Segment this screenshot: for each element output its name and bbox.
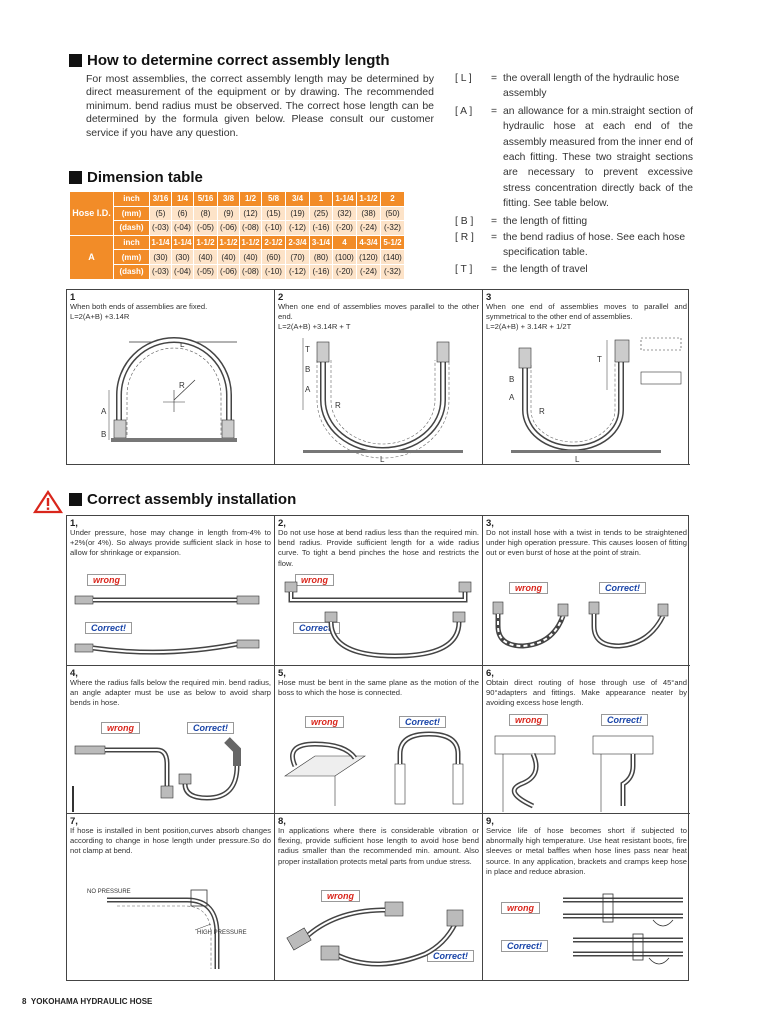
dimension-cell: (30) (172, 250, 194, 265)
dimension-cell: 1-1/4 (150, 235, 172, 250)
dimension-cell: (-12) (286, 221, 310, 236)
install-cell-1: 1, Under pressure, hose may change in length from-4% to +2%(or 4%). So always provide sufficient slack in hose to allow for shrinkage or expansion. wrong Correct! (67, 516, 275, 666)
page-footer (22, 997, 152, 1006)
svg-text:T: T (597, 355, 602, 364)
a-label: A (70, 235, 114, 279)
symmetric-motion-diagram (483, 290, 690, 465)
section-heading-installation: Correct assembly installation (69, 491, 296, 508)
correct-label: Correct! (601, 714, 648, 726)
svg-text:L: L (380, 455, 385, 464)
dimension-cell: 1-1/4 (172, 235, 194, 250)
dimension-cell: (-16) (310, 221, 333, 236)
definition-t: [ T ] = the length of travel (455, 263, 588, 275)
dimension-cell: (8) (194, 206, 218, 221)
same-plane-illustration (275, 666, 483, 814)
wrong-label: wrong (321, 890, 360, 902)
bend-radius-illustration (275, 516, 483, 666)
svg-text:T: T (305, 345, 310, 354)
heat-protection-illustration (483, 814, 690, 981)
correct-label: Correct! (501, 940, 548, 952)
svg-text:A: A (509, 393, 515, 402)
dimension-cell: (-20) (333, 221, 357, 236)
dimension-row (70, 221, 405, 236)
svg-text:R: R (335, 401, 341, 410)
correct-label: Correct! (599, 582, 646, 594)
wrong-label: wrong (305, 716, 344, 728)
installation-grid (66, 515, 689, 981)
formula-cell-1: 1 When both ends of assemblies are fixed. L=2(A+B) +3.14R L R A B (67, 290, 275, 465)
dimension-cell: 1-1/2 (357, 192, 381, 207)
dimension-cell: (30) (150, 250, 172, 265)
correct-label: Correct! (293, 622, 340, 634)
unit-label: (dash) (114, 221, 150, 236)
dimension-cell: (100) (333, 250, 357, 265)
formula-cell-2: 2 When one end of assemblies moves parallel to the other end. L=2(A+B) +3.14R + T T B A R L (275, 290, 483, 465)
square-bullet-icon (69, 171, 82, 184)
definition-a: [ A ] = an allowance for a min.straight section of hydraulic hose at each end of the assembly measured from the inner end of each fitting. These two straight sections are necessary to prevent excessive stress concentration directly back of the fitting. See table below. (455, 105, 694, 210)
install-cell-2: 2, Do not use hose at bend radius less than the required min. bend radius. Provide sufficient length for a wide radius curve. To tight a bend pinches the hose and restricts the flow. wrong Correct! (275, 516, 483, 666)
install-cell-9: 9, Service life of hose becomes short if subjected to abnormally high temperature. Use heat resistant boots, fire sleeves or metal baffles when hose lines pass near heat source. In any application, brackets and cramps keep hose in place and reduce abrasion. wrong Correct! (483, 814, 690, 981)
page-number: 8 (22, 997, 27, 1006)
formula-cell-3: 3 When one end of assemblies moves to parallel and symmetrical to the other end of assemblies. L=2(A+B) + 3.14R + 1/2T T B A R L (483, 290, 690, 465)
dimension-cell: (-10) (262, 221, 286, 236)
dimension-cell: 2-1/2 (262, 235, 286, 250)
dimension-cell: 5-1/2 (381, 235, 405, 250)
svg-text:A: A (101, 407, 107, 416)
wrong-label: wrong (295, 574, 334, 586)
dimension-cell: (-04) (172, 264, 194, 279)
intro-paragraph: For most assemblies, the correct assembly length may be determined by direct measurement of the equipment or by drawing. The recommended minimum. bend radius must be observed. The correct hose length can be determined by the formula given below. Please consult our customer service if you have any question. (86, 73, 434, 139)
dimension-cell: 1-1/2 (194, 235, 218, 250)
dimension-cell: (70) (286, 250, 310, 265)
dimension-cell: 3/4 (286, 192, 310, 207)
dimension-row (70, 264, 405, 279)
section-heading-dimension-table: Dimension table (69, 169, 203, 186)
svg-text:A: A (305, 385, 311, 394)
formula-grid (66, 289, 689, 465)
dimension-row (70, 235, 405, 250)
fixed-ends-diagram (67, 290, 275, 465)
dimension-cell: (12) (240, 206, 262, 221)
svg-text:R: R (539, 407, 545, 416)
dimension-cell: (40) (194, 250, 218, 265)
dimension-cell: (140) (381, 250, 405, 265)
vibration-illustration (275, 814, 483, 981)
dimension-cell: 4 (333, 235, 357, 250)
wrong-label: wrong (501, 902, 540, 914)
angle-adapter-illustration (67, 666, 275, 814)
wrong-label: wrong (509, 714, 548, 726)
definition-l: [ L ] = the overall length of the hydraulic hose assembly (455, 73, 680, 100)
install-cell-4: 4, Where the radius falls below the required min. bend radius, an angle adapter must be use as below to avoid sharp bends in hose. wrong Correct! (67, 666, 275, 814)
footer-brand: YOKOHAMA HYDRAULIC HOSE (30, 997, 153, 1006)
dimension-cell: (9) (218, 206, 240, 221)
svg-text:R: R (179, 381, 185, 390)
dimension-table (69, 191, 405, 280)
section-heading-assembly-length: How to determine correct assembly length (69, 52, 390, 69)
install-cell-5: 5, Hose must be bent in the same plane as the motion of the boss to which the hose is connected. wrong Correct! (275, 666, 483, 814)
dimension-cell: (-03) (150, 221, 172, 236)
dimension-cell: (15) (262, 206, 286, 221)
slack-hose-illustration (67, 516, 275, 666)
dimension-cell: 3-1/4 (310, 235, 333, 250)
svg-text:NO PRESSURE: NO PRESSURE (87, 889, 131, 895)
dimension-cell: 1-1/2 (218, 235, 240, 250)
dimension-row (70, 206, 405, 221)
dimension-cell: (6) (172, 206, 194, 221)
dimension-cell: (-05) (194, 264, 218, 279)
twist-illustration (483, 516, 690, 666)
unit-label: inch (114, 235, 150, 250)
correct-label: Correct! (187, 722, 234, 734)
dimension-cell: (-20) (333, 264, 357, 279)
dimension-cell: (19) (286, 206, 310, 221)
dimension-cell: (60) (262, 250, 286, 265)
dimension-cell: 3/16 (150, 192, 172, 207)
dimension-cell: 2 (381, 192, 405, 207)
dimension-cell: (40) (218, 250, 240, 265)
wrong-label: wrong (87, 574, 126, 586)
warning-icon (33, 490, 63, 514)
square-bullet-icon (69, 54, 82, 67)
svg-text:B: B (305, 365, 311, 374)
dimension-cell: 1/2 (240, 192, 262, 207)
dimension-cell: 1-1/4 (333, 192, 357, 207)
correct-label: Correct! (85, 622, 132, 634)
svg-text:L: L (180, 340, 185, 349)
dimension-cell: (-04) (172, 221, 194, 236)
definitions-list (455, 71, 693, 277)
dimension-cell: (40) (240, 250, 262, 265)
clamp-illustration (67, 814, 275, 981)
dimension-cell: (25) (310, 206, 333, 221)
correct-label: Correct! (399, 716, 446, 728)
hose-id-label: Hose I.D. (70, 192, 114, 236)
install-cell-7: 7, If hose is installed in bent position,curves absorb changes according to change in hose length under pressure.So do not clamp at bend. NO PRESSURE HIGH PRESSURE (67, 814, 275, 981)
dimension-cell: (32) (333, 206, 357, 221)
svg-text:HIGH PRESSURE: HIGH PRESSURE (197, 930, 247, 936)
definition-r: [ R ] = the bend radius of hose. See each hose specification table. (455, 232, 686, 259)
install-cell-3: 3, Do not install hose with a twist in tends to be straightened under high operation pressure. This causes loosen of fitting out or even burst of hose at the point of strain. wrong Correct! (483, 516, 690, 666)
dimension-cell: (-08) (240, 264, 262, 279)
dimension-cell: (80) (310, 250, 333, 265)
dimension-cell: (50) (381, 206, 405, 221)
parallel-motion-diagram (275, 290, 483, 465)
dimension-cell: (-03) (150, 264, 172, 279)
dimension-cell: (-10) (262, 264, 286, 279)
routing-illustration (483, 666, 690, 814)
dimension-cell: 4-3/4 (357, 235, 381, 250)
svg-text:B: B (509, 375, 515, 384)
wrong-label: wrong (101, 722, 140, 734)
square-bullet-icon (69, 493, 82, 506)
definition-b: [ B ] = the length of fitting (455, 215, 588, 227)
dimension-cell: (-32) (381, 264, 405, 279)
dimension-cell: (-06) (218, 221, 240, 236)
dimension-row (70, 250, 405, 265)
install-cell-6: 6, Obtain direct routing of hose through use of 45°and 90°adapters and fittings. Make appearance neater by avoiding excess hose length. wrong Correct! (483, 666, 690, 814)
svg-text:L: L (575, 455, 580, 464)
dimension-cell: (5) (150, 206, 172, 221)
dimension-cell: (120) (357, 250, 381, 265)
install-cell-8: 8, In applications where there is considerable vibration or flexing, provide sufficient hose length to avoid hose bend radius smaller than the recommended min. amount. Also proper installation protects metal parts from undue stress. wrong Correct! (275, 814, 483, 981)
dimension-cell: 3/8 (218, 192, 240, 207)
dimension-cell: 5/16 (194, 192, 218, 207)
svg-text:B: B (101, 430, 107, 439)
wrong-label: wrong (509, 582, 548, 594)
dimension-cell: 2-3/4 (286, 235, 310, 250)
dimension-cell: (-32) (381, 221, 405, 236)
dimension-cell: (-24) (357, 221, 381, 236)
dimension-cell: (-24) (357, 264, 381, 279)
unit-label: (mm) (114, 250, 150, 265)
dimension-cell: 1/4 (172, 192, 194, 207)
dimension-cell: (-12) (286, 264, 310, 279)
dimension-row (70, 192, 405, 207)
dimension-cell: (38) (357, 206, 381, 221)
dimension-cell: (-08) (240, 221, 262, 236)
dimension-cell: (-16) (310, 264, 333, 279)
dimension-cell: 1-1/2 (240, 235, 262, 250)
dimension-cell: 5/8 (262, 192, 286, 207)
dimension-cell: (-05) (194, 221, 218, 236)
dimension-cell: (-06) (218, 264, 240, 279)
correct-label: Correct! (427, 950, 474, 962)
unit-label: inch (114, 192, 150, 207)
unit-label: (mm) (114, 206, 150, 221)
unit-label: (dash) (114, 264, 150, 279)
dimension-cell: 1 (310, 192, 333, 207)
